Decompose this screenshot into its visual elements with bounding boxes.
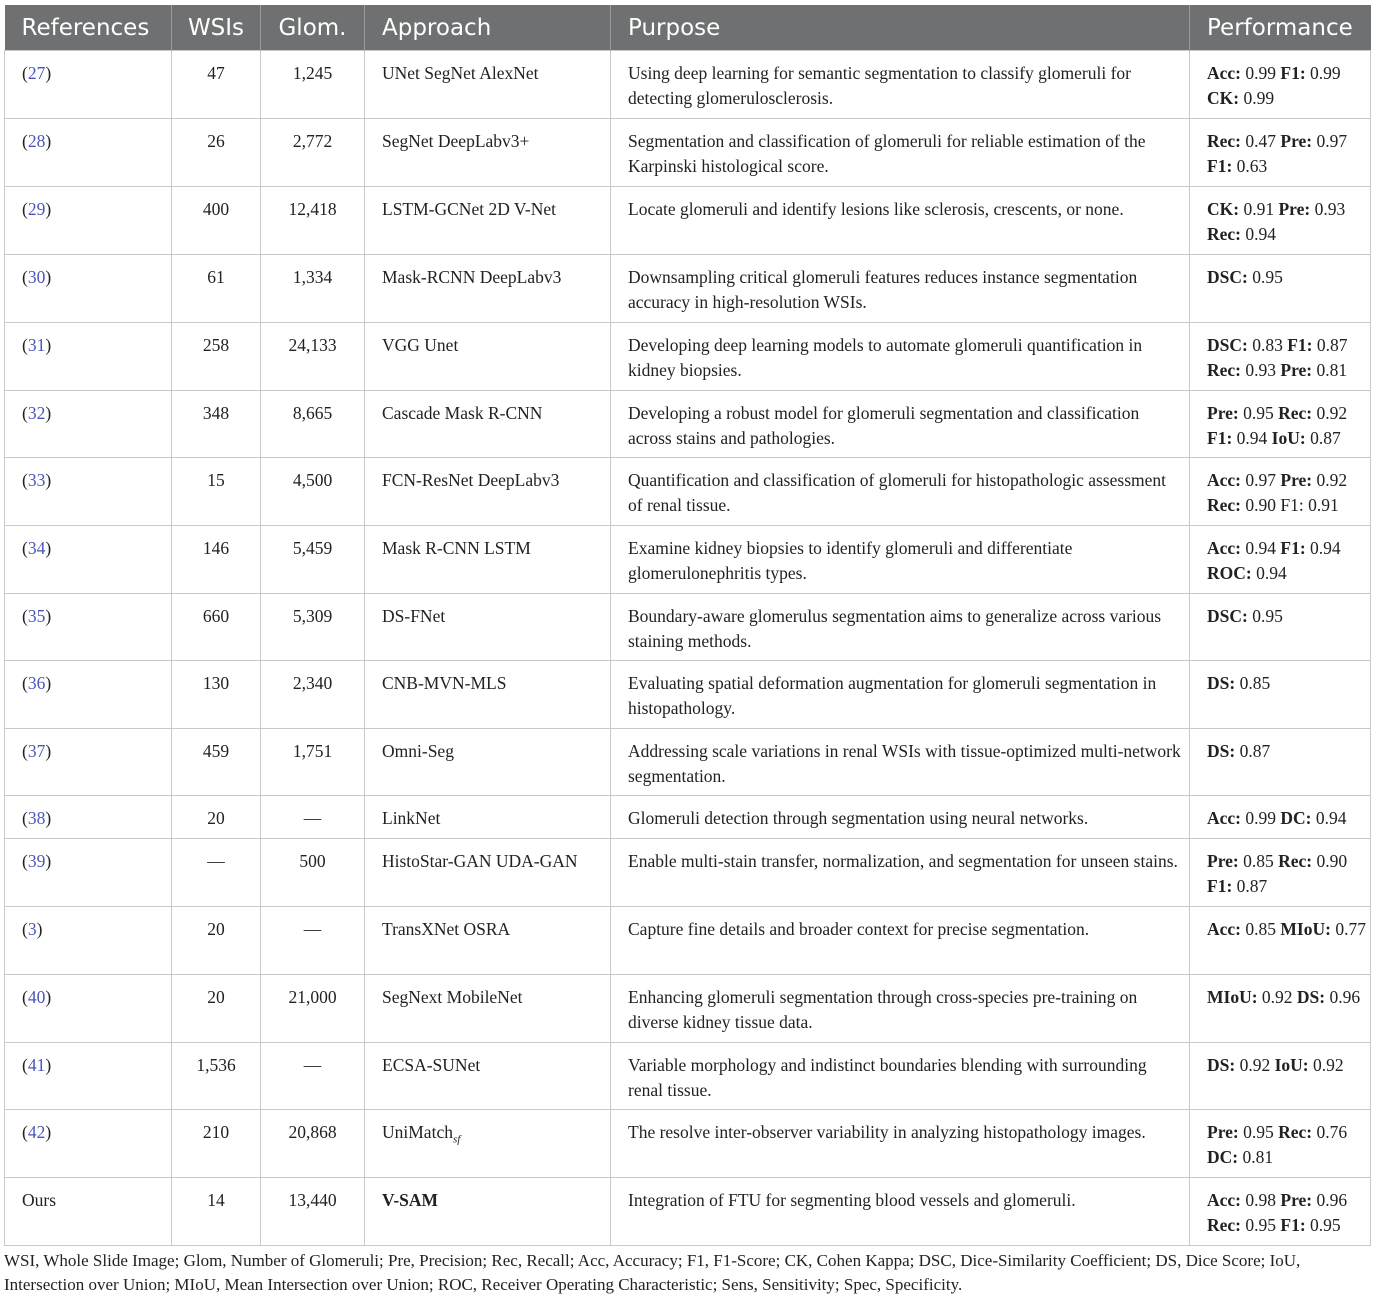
metric-value: 0.87	[1312, 335, 1348, 355]
cell-reference[interactable]: (33)	[5, 458, 172, 526]
table-row	[5, 839, 1371, 907]
metric-name: Pre:	[1280, 131, 1313, 151]
metric-value: 0.92	[1312, 403, 1348, 423]
cell-glom: 8,665	[261, 391, 365, 458]
cell-wsis: 348	[172, 391, 261, 458]
metric-value: 0.98	[1241, 1190, 1281, 1210]
cell-reference[interactable]: (39)	[5, 839, 172, 907]
cell-performance	[1190, 661, 1371, 729]
metric-name: Pre:	[1207, 403, 1239, 423]
table-row	[5, 729, 1371, 796]
metric-name: DSC:	[1207, 335, 1248, 355]
cell-wsis: 47	[172, 51, 261, 119]
cell-purpose: Enhancing glomeruli segmentation through cross-species pre-training on diverse kidney tissue data.	[611, 975, 1190, 1043]
cell-purpose: Capture fine details and broader context for precise segmentation.	[611, 907, 1190, 975]
cell-glom: 2,772	[261, 119, 365, 187]
table-row	[5, 187, 1371, 255]
cell-performance	[1190, 1178, 1371, 1246]
metric-value: 0.95	[1238, 1122, 1279, 1142]
metric-value: 0.99	[1239, 87, 1275, 108]
metric-name: F1:	[1280, 63, 1306, 83]
cell-purpose: Addressing scale variations in renal WSIs with tissue-optimized multi-network segmentation.	[611, 729, 1190, 796]
cell-approach	[365, 1178, 611, 1246]
cell-purpose: Enable multi-stain transfer, normalization, and segmentation for unseen stains.	[611, 839, 1190, 907]
metric-name: Pre:	[1207, 1122, 1239, 1142]
col-header-performance: Performance	[1190, 5, 1371, 51]
metric-name: Acc:	[1207, 1190, 1242, 1210]
metric-name: Pre:	[1280, 1190, 1313, 1210]
table-row	[5, 51, 1371, 119]
cell-performance	[1190, 51, 1371, 119]
cell-performance	[1190, 594, 1371, 661]
cell-glom: 21,000	[261, 975, 365, 1043]
cell-approach	[365, 119, 611, 187]
metric-value: 0.94	[1251, 562, 1287, 583]
cell-wsis: 130	[172, 661, 261, 729]
cell-performance	[1190, 1043, 1371, 1110]
cell-approach	[365, 729, 611, 796]
metric-value: 0.94	[1241, 223, 1277, 244]
cell-glom: —	[261, 796, 365, 839]
cell-purpose: Locate glomeruli and identify lesions like sclerosis, crescents, or none.	[611, 187, 1190, 255]
reference-link[interactable]: 31	[27, 335, 46, 355]
metric-value: 0.63	[1232, 155, 1268, 176]
table-row	[5, 796, 1371, 839]
cell-wsis: 26	[172, 119, 261, 187]
cell-performance	[1190, 391, 1371, 458]
metric-name: DS:	[1207, 741, 1236, 761]
approach-text: VGG Unet	[382, 335, 459, 355]
cell-purpose: Using deep learning for semantic segmentation to classify glomeruli for detecting glomerulosclerosis.	[611, 51, 1190, 119]
cell-wsis: 61	[172, 255, 261, 323]
cell-reference[interactable]: (28)	[5, 119, 172, 187]
metric-name: F1:	[1280, 538, 1306, 558]
cell-approach	[365, 391, 611, 458]
metric-value: 0.76	[1312, 1122, 1348, 1142]
metric-name: F1:	[1280, 1214, 1306, 1235]
reference-link[interactable]: 37	[27, 741, 46, 761]
cell-purpose: Developing a robust model for glomeruli segmentation and classification across stains and pathologies.	[611, 391, 1190, 458]
metric-value: 0.81	[1312, 359, 1348, 380]
table-row	[5, 594, 1371, 661]
cell-approach	[365, 255, 611, 323]
table-row	[5, 119, 1371, 187]
cell-performance	[1190, 975, 1371, 1043]
cell-reference[interactable]: (41)	[5, 1043, 172, 1110]
cell-reference[interactable]: (27)	[5, 51, 172, 119]
approach-text: SegNet DeepLabv3+	[382, 131, 530, 151]
cell-approach	[365, 526, 611, 594]
cell-wsis: 400	[172, 187, 261, 255]
reference-link[interactable]: 35	[27, 606, 46, 626]
cell-wsis: 20	[172, 796, 261, 839]
table-footnote: WSI, Whole Slide Image; Glom, Number of Glomeruli; Pre, Precision; Rec, Recall; Acc, Accuracy; F1, F1-Score; CK, Cohen Kappa; DSC, Dice-Similarity Coefficient; DS, Dice Score; IoU, Intersection over Union; MIoU, Mean Intersection over Union; ROC, Receiver Operating Characteristic; Sens, Sensitivity; Spec, Specificity.	[4, 1251, 1301, 1294]
metric-name: Rec:	[1207, 359, 1242, 380]
reference-link[interactable]: 3	[27, 919, 37, 939]
metric-name: F1:	[1207, 427, 1233, 448]
reference-link[interactable]: 29	[27, 199, 46, 219]
cell-wsis: 1,536	[172, 1043, 261, 1110]
cell-purpose: Quantification and classification of glomeruli for histopathologic assessment of renal tissue.	[611, 458, 1190, 526]
table-row	[5, 323, 1371, 391]
approach-text: CNB-MVN-MLS	[382, 673, 507, 693]
cell-approach	[365, 796, 611, 839]
metric-value: 0.94	[1311, 808, 1347, 828]
cell-glom: 1,245	[261, 51, 365, 119]
metric-value: 0.91	[1239, 199, 1279, 219]
cell-purpose: Segmentation and classification of glomeruli for reliable estimation of the Karpinski histological score.	[611, 119, 1190, 187]
col-header-references: References	[5, 5, 172, 51]
reference-link[interactable]: 38	[27, 808, 46, 828]
reference-link[interactable]: 39	[27, 851, 46, 871]
reference-link[interactable]: 33	[27, 470, 46, 490]
cell-reference	[5, 1178, 172, 1246]
cell-approach	[365, 907, 611, 975]
cell-wsis: 20	[172, 975, 261, 1043]
metric-value: 0.99	[1305, 63, 1341, 83]
cell-performance	[1190, 526, 1371, 594]
cell-performance	[1190, 796, 1371, 839]
cell-glom: —	[261, 907, 365, 975]
metric-name: CK:	[1207, 199, 1240, 219]
cell-purpose: Developing deep learning models to automate glomeruli quantification in kidney biopsies.	[611, 323, 1190, 391]
cell-glom: 20,868	[261, 1110, 365, 1178]
cell-purpose: Glomeruli detection through segmentation using neural networks.	[611, 796, 1190, 839]
reference-link[interactable]: 32	[27, 403, 46, 423]
cell-performance	[1190, 729, 1371, 796]
metric-name: Rec:	[1207, 131, 1242, 151]
approach-text: Mask-RCNN DeepLabv3	[382, 267, 562, 287]
cell-reference[interactable]: (42)	[5, 1110, 172, 1178]
cell-glom: —	[261, 1043, 365, 1110]
metric-value: 0.96	[1325, 987, 1361, 1007]
cell-approach	[365, 975, 611, 1043]
cell-approach	[365, 661, 611, 729]
metric-value: 0.92	[1312, 470, 1348, 490]
metric-name: Pre:	[1278, 199, 1311, 219]
table-row	[5, 1110, 1371, 1178]
metric-name: DSC:	[1207, 267, 1248, 287]
cell-performance	[1190, 187, 1371, 255]
col-header-approach: Approach	[365, 5, 611, 51]
approach-text: Cascade Mask R-CNN	[382, 403, 543, 423]
metric-value: 0.95	[1238, 403, 1279, 423]
metric-name: Pre:	[1280, 470, 1313, 490]
approach-text: DS-FNet	[382, 606, 446, 626]
metric-name: Acc:	[1207, 808, 1242, 828]
cell-purpose: Boundary-aware glomerulus segmentation aims to generalize across various staining methods.	[611, 594, 1190, 661]
cell-wsis: 660	[172, 594, 261, 661]
cell-glom: 5,459	[261, 526, 365, 594]
cell-glom: 1,751	[261, 729, 365, 796]
metric-name: F1:	[1207, 155, 1233, 176]
cell-reference[interactable]: (3)	[5, 907, 172, 975]
metric-name: Rec:	[1207, 223, 1242, 244]
col-header-purpose: Purpose	[611, 5, 1190, 51]
metric-name: Rec:	[1278, 1122, 1313, 1142]
cell-glom: 13,440	[261, 1178, 365, 1246]
metric-value: 0.96	[1312, 1190, 1348, 1210]
metric-name: DS:	[1207, 1055, 1236, 1075]
cell-reference[interactable]: (31)	[5, 323, 172, 391]
cell-glom: 24,133	[261, 323, 365, 391]
cell-purpose: Examine kidney biopsies to identify glomeruli and differentiate glomerulonephritis types.	[611, 526, 1190, 594]
cell-glom: 500	[261, 839, 365, 907]
metric-name: Acc:	[1207, 63, 1242, 83]
metric-name: Acc:	[1207, 919, 1242, 939]
cell-reference[interactable]: (36)	[5, 661, 172, 729]
metric-value: 0.99	[1241, 808, 1281, 828]
approach-subscript: sf	[452, 1133, 461, 1146]
metric-name: IoU:	[1271, 427, 1306, 448]
approach-text: Mask R-CNN LSTM	[382, 538, 531, 558]
cell-wsis: —	[172, 839, 261, 907]
reference-label: Ours	[22, 1190, 57, 1210]
cell-performance	[1190, 119, 1371, 187]
metric-value: 0.94	[1232, 427, 1272, 448]
metric-value: 0.92	[1257, 987, 1297, 1007]
metric-name: IoU:	[1274, 1055, 1309, 1075]
approach-text: UniMatch	[382, 1122, 453, 1142]
metric-value: 0.87	[1305, 427, 1341, 448]
cell-performance	[1190, 255, 1371, 323]
cell-wsis: 459	[172, 729, 261, 796]
cell-reference[interactable]: (38)	[5, 796, 172, 839]
cell-reference[interactable]: (32)	[5, 391, 172, 458]
metric-value: 0.77	[1330, 919, 1366, 939]
metric-name: ROC:	[1207, 562, 1252, 583]
reference-link[interactable]: 30	[27, 267, 46, 287]
cell-approach	[365, 323, 611, 391]
approach-text: HistoStar-GAN UDA-GAN	[382, 851, 578, 871]
approach-text: UNet SegNet AlexNet	[382, 63, 539, 83]
cell-purpose: Downsampling critical glomeruli features reduces instance segmentation accuracy in high-resolution WSIs.	[611, 255, 1190, 323]
metric-value: 0.87	[1232, 875, 1268, 896]
cell-performance	[1190, 1110, 1371, 1178]
metric-value: 0.92	[1235, 1055, 1275, 1075]
cell-purpose: Integration of FTU for segmenting blood vessels and glomeruli.	[611, 1178, 1190, 1246]
metric-value: 0.85	[1241, 919, 1281, 939]
table-row	[5, 1178, 1371, 1246]
metric-name: CK:	[1207, 87, 1240, 108]
table-header	[5, 5, 1371, 51]
table-row	[5, 975, 1371, 1043]
metric-name: MIoU:	[1207, 987, 1258, 1007]
cell-purpose: Variable morphology and indistinct boundaries blending with surrounding renal tissue.	[611, 1043, 1190, 1110]
cell-glom: 12,418	[261, 187, 365, 255]
reference-link[interactable]: 28	[27, 131, 46, 151]
approach-text: Omni-Seg	[382, 741, 454, 761]
table-row	[5, 458, 1371, 526]
metric-name: F1:	[1287, 335, 1313, 355]
cell-performance	[1190, 907, 1371, 975]
col-header-wsis: WSIs	[172, 5, 261, 51]
cell-wsis: 20	[172, 907, 261, 975]
cell-approach	[365, 839, 611, 907]
comparison-table	[4, 5, 1371, 1246]
metric-value: 0.92	[1308, 1055, 1344, 1075]
table-row	[5, 907, 1371, 975]
cell-wsis: 15	[172, 458, 261, 526]
metric-name: DS:	[1296, 987, 1326, 1007]
approach-text: SegNext MobileNet	[382, 987, 523, 1007]
metric-value: 0.47	[1241, 131, 1281, 151]
cell-wsis: 210	[172, 1110, 261, 1178]
metric-value: 0.85	[1235, 673, 1271, 693]
metric-value: 0.87	[1235, 741, 1271, 761]
metric-name: F1:	[1207, 875, 1233, 896]
cell-reference[interactable]: (37)	[5, 729, 172, 796]
metric-name: DS:	[1207, 673, 1236, 693]
approach-text: V-SAM	[382, 1190, 439, 1210]
metric-value: 0.94	[1305, 538, 1341, 558]
cell-glom: 1,334	[261, 255, 365, 323]
metric-name: Rec:	[1207, 1214, 1242, 1235]
reference-link[interactable]: 40	[27, 987, 46, 1007]
metric-value: 0.81	[1238, 1146, 1274, 1167]
approach-text: LSTM-GCNet 2D V-Net	[382, 199, 557, 219]
cell-performance	[1190, 323, 1371, 391]
metric-name: Rec:	[1278, 851, 1313, 871]
metric-value: 0.93	[1241, 359, 1281, 380]
cell-wsis: 258	[172, 323, 261, 391]
table-row	[5, 661, 1371, 729]
reference-link[interactable]: 34	[27, 538, 46, 558]
cell-performance	[1190, 839, 1371, 907]
col-header-glom: Glom.	[261, 5, 365, 51]
metric-value: 0.97	[1241, 470, 1281, 490]
cell-reference[interactable]: (40)	[5, 975, 172, 1043]
metric-name: Acc:	[1207, 470, 1242, 490]
metric-value: 0.95	[1247, 606, 1283, 626]
cell-approach	[365, 1110, 611, 1178]
cell-reference[interactable]: (30)	[5, 255, 172, 323]
cell-glom: 4,500	[261, 458, 365, 526]
metric-value: 0.97	[1312, 131, 1348, 151]
metric-value: 0.90 F1: 0.91	[1241, 494, 1339, 515]
cell-approach	[365, 187, 611, 255]
reference-link[interactable]: 41	[27, 1055, 46, 1075]
metric-value: 0.95	[1247, 267, 1283, 287]
cell-approach	[365, 51, 611, 119]
metric-value: 0.94	[1241, 538, 1281, 558]
table-row	[5, 1043, 1371, 1110]
cell-purpose: Evaluating spatial deformation augmentation for glomeruli segmentation in histopathology.	[611, 661, 1190, 729]
cell-purpose: The resolve inter-observer variability in analyzing histopathology images.	[611, 1110, 1190, 1178]
cell-approach	[365, 458, 611, 526]
reference-link[interactable]: 27	[27, 63, 46, 83]
cell-glom: 2,340	[261, 661, 365, 729]
metric-name: MIoU:	[1280, 919, 1331, 939]
approach-text: FCN-ResNet DeepLabv3	[382, 470, 560, 490]
table-row	[5, 255, 1371, 323]
metric-value: 0.90	[1312, 851, 1348, 871]
cell-approach	[365, 1043, 611, 1110]
metric-value: 0.83	[1247, 335, 1288, 355]
cell-approach	[365, 594, 611, 661]
cell-glom: 5,309	[261, 594, 365, 661]
metric-value: 0.99	[1241, 63, 1281, 83]
metric-name: DC:	[1207, 1146, 1239, 1167]
metric-value: 0.93	[1310, 199, 1346, 219]
approach-text: ECSA-SUNet	[382, 1055, 481, 1075]
metric-name: Acc:	[1207, 538, 1242, 558]
metric-name: DSC:	[1207, 606, 1248, 626]
cell-performance	[1190, 458, 1371, 526]
reference-link[interactable]: 36	[27, 673, 46, 693]
table-row	[5, 526, 1371, 594]
cell-reference[interactable]: (29)	[5, 187, 172, 255]
metric-name: Pre:	[1207, 851, 1239, 871]
metric-value: 0.95	[1241, 1214, 1281, 1235]
approach-text: LinkNet	[382, 808, 441, 828]
metric-name: Rec:	[1278, 403, 1313, 423]
cell-reference[interactable]: (34)	[5, 526, 172, 594]
table-row	[5, 391, 1371, 458]
approach-text: TransXNet OSRA	[382, 919, 511, 939]
cell-reference[interactable]: (35)	[5, 594, 172, 661]
cell-wsis: 14	[172, 1178, 261, 1246]
reference-link[interactable]: 42	[27, 1122, 46, 1142]
metric-value: 0.95	[1305, 1214, 1341, 1235]
metric-name: Pre:	[1280, 359, 1313, 380]
metric-value: 0.85	[1238, 851, 1279, 871]
table-body	[5, 51, 1371, 1246]
metric-name: Rec:	[1207, 494, 1242, 515]
metric-name: DC:	[1280, 808, 1312, 828]
cell-wsis: 146	[172, 526, 261, 594]
